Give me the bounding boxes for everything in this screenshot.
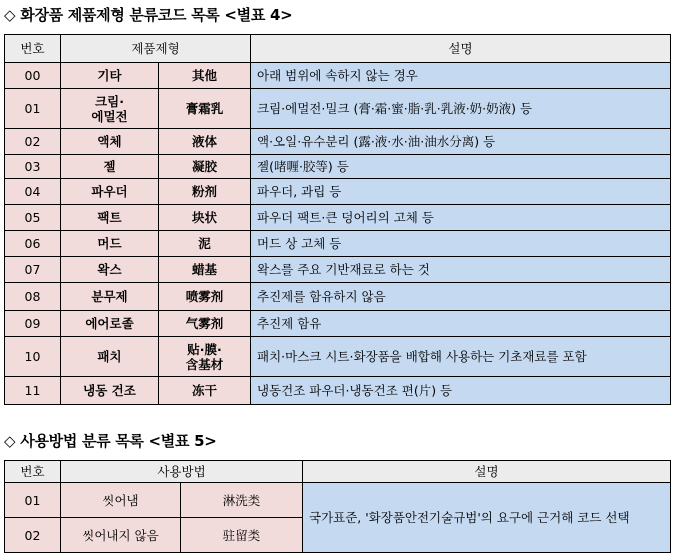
code-cell: 01 [5, 89, 61, 129]
desc-cell: 왁스를 주요 기반재료로 하는 것 [251, 257, 671, 283]
desc-cell: 아래 범위에 속하지 않는 경우 [251, 63, 671, 89]
code-cell: 00 [5, 63, 61, 89]
diamond-bullet-icon: ◇ [4, 432, 16, 450]
header-method: 사용방법 [61, 461, 303, 483]
table-row [5, 311, 671, 337]
table-header-row [5, 35, 671, 63]
name-cell: 팩트 [61, 205, 159, 231]
table-row [5, 257, 671, 283]
desc-cell: 액·오일·유수분리 (露·液·水·油·油水分离) 등 [251, 129, 671, 155]
hanja-cell: 凝胶 [159, 155, 251, 179]
table-row [5, 63, 671, 89]
table-row [5, 337, 671, 377]
name-cell: 에어로졸 [61, 311, 159, 337]
hanja-cell: 膏霜乳 [159, 89, 251, 129]
header-desc: 설명 [303, 461, 671, 483]
table-row [5, 231, 671, 257]
table-row [5, 89, 671, 129]
code-cell: 03 [5, 155, 61, 179]
name-cell: 파우더 [61, 179, 159, 205]
table-row [5, 377, 671, 405]
name-cell: 크림· 에멀전 [61, 89, 159, 129]
method-cell: 씻어냄 [61, 483, 181, 518]
code-cell: 08 [5, 283, 61, 311]
code-cell: 10 [5, 337, 61, 377]
desc-cell: 추진제 함유 [251, 311, 671, 337]
header-code: 번호 [5, 35, 61, 63]
code-cell: 01 [5, 483, 61, 518]
desc-cell: 크림·에멀전·밀크 (膏·霜·蜜·脂·乳·乳液·奶·奶液) 등 [251, 89, 671, 129]
name-cell: 패치 [61, 337, 159, 377]
usage-method-table [4, 460, 671, 553]
hanja-cell: 其他 [159, 63, 251, 89]
table-row [5, 205, 671, 231]
hanja-cell: 气雾剂 [159, 311, 251, 337]
code-cell: 05 [5, 205, 61, 231]
hanja-cell: 喷雾剂 [159, 283, 251, 311]
section-title: 사용방법 분류 목록 <별표 5> [20, 432, 217, 450]
table-row [5, 283, 671, 311]
header-desc: 설명 [251, 35, 671, 63]
hanja-cell: 驻留类 [181, 518, 303, 553]
desc-cell: 패치·마스크 시트·화장품을 배합해 사용하는 기초재료를 포함 [251, 337, 671, 377]
table-header-row [5, 461, 671, 483]
hanja-cell: 块状 [159, 205, 251, 231]
section-heading-usage [4, 430, 217, 451]
desc-cell: 국가표준, '화장품안전기술규범'의 요구에 근거해 코드 선택 [303, 483, 671, 553]
hanja-cell: 液体 [159, 129, 251, 155]
header-type: 제품제형 [61, 35, 251, 63]
hanja-cell: 淋洗类 [181, 483, 303, 518]
name-cell: 머드 [61, 231, 159, 257]
desc-cell: 머드 상 고체 등 [251, 231, 671, 257]
name-cell: 냉동 건조 [61, 377, 159, 405]
method-cell: 씻어내지 않음 [61, 518, 181, 553]
hanja-cell: 泥 [159, 231, 251, 257]
table-row [5, 483, 671, 518]
table-row [5, 155, 671, 179]
code-cell: 11 [5, 377, 61, 405]
code-cell: 07 [5, 257, 61, 283]
desc-cell: 추진제를 함유하지 않음 [251, 283, 671, 311]
hanja-cell: 贴·膜· 含基材 [159, 337, 251, 377]
code-cell: 02 [5, 518, 61, 553]
hanja-cell: 粉剂 [159, 179, 251, 205]
hanja-cell: 蜡基 [159, 257, 251, 283]
hanja-cell: 冻干 [159, 377, 251, 405]
code-cell: 09 [5, 311, 61, 337]
desc-cell: 냉동건조 파우더·냉동건조 편(片) 등 [251, 377, 671, 405]
name-cell: 기타 [61, 63, 159, 89]
name-cell: 젤 [61, 155, 159, 179]
table-row [5, 129, 671, 155]
table-body [5, 63, 671, 405]
name-cell: 왁스 [61, 257, 159, 283]
code-cell: 06 [5, 231, 61, 257]
formulation-code-table [4, 34, 671, 405]
table-body [5, 483, 671, 553]
name-cell: 분무제 [61, 283, 159, 311]
header-code: 번호 [5, 461, 61, 483]
section-title: 화장품 제품제형 분류코드 목록 <별표 4> [20, 6, 293, 24]
desc-cell: 파우더 팩트·큰 덩어리의 고체 등 [251, 205, 671, 231]
desc-cell: 젤(啫喱·胶等) 등 [251, 155, 671, 179]
diamond-bullet-icon: ◇ [4, 6, 16, 24]
table-row [5, 179, 671, 205]
section-heading-formulation [4, 4, 292, 25]
code-cell: 02 [5, 129, 61, 155]
name-cell: 액체 [61, 129, 159, 155]
desc-cell: 파우더, 과립 등 [251, 179, 671, 205]
code-cell: 04 [5, 179, 61, 205]
